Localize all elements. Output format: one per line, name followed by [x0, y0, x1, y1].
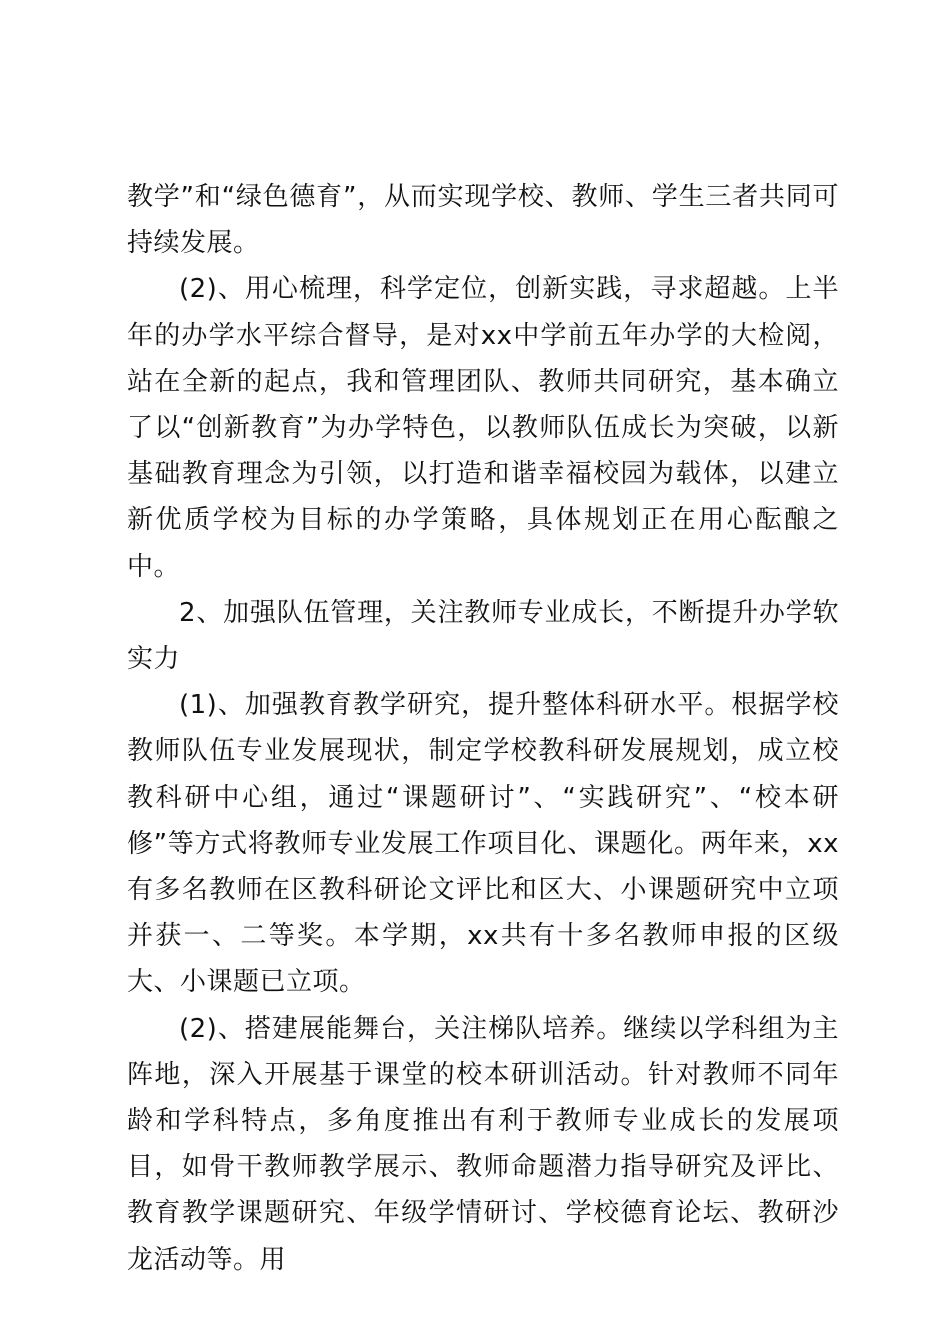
paragraph-3: 2、加强队伍管理，关注教师专业成长，不断提升办学软实力 [127, 597, 839, 675]
paragraph-2: (2)、用心梳理，科学定位，创新实践，寻求超越。上半年的办学水平综合督导，是对xx中学前五年办学的大检阅，站在全新的起点，我和管理团队、教师共同研究，基本确立了以“创新教育”为办学特色，以教师队伍成长为突破，以新基础教育理念为引领，以打造和谐幸福校园为载体，以建立新优质学校为目标的办学策略，具体规划正在用心酝酿之中。 [127, 274, 839, 582]
paragraph-4: (1)、加强教育教学研究，提升整体科研水平。根据学校教师队伍专业发展现状，制定学校教科研发展规划，成立校教科研中心组，通过“课题研讨”、“实践研究”、“校本研修”等方式将教师专业发展工作项目化、课题化。两年来，xx有多名教师在区教科研论文评比和区大、小课题研究中立项并获一、二等奖。本学期，xx共有十多名教师申报的区级大、小课题已立项。 [127, 690, 839, 998]
paragraph-5: (2)、搭建展能舞台，关注梯队培养。继续以学科组为主阵地，深入开展基于课堂的校本研训活动。针对教师不同年龄和学科特点，多角度推出有利于教师专业成长的发展项目，如骨干教师教学展示、教师命题潜力指导研究及评比、教育教学课题研究、年级学情研讨、学校德育论坛、教研沙龙活动等。用 [127, 1013, 839, 1275]
document-body [127, 174, 839, 1283]
paragraph-1: 教学”和“绿色德育”，从而实现学校、教师、学生三者共同可持续发展。 [127, 182, 839, 259]
